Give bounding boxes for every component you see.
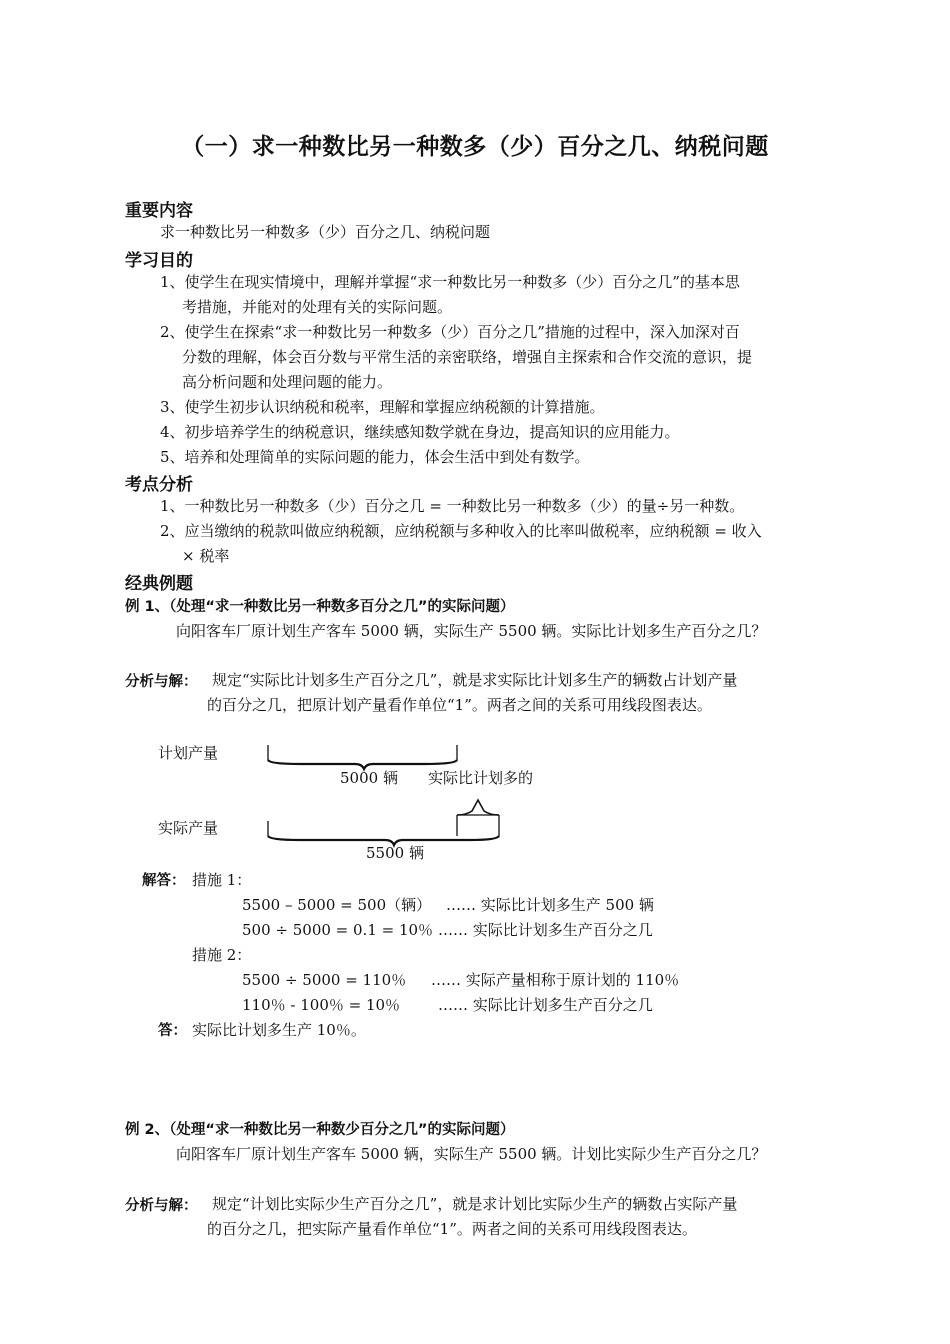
plan-label: 计划产量 — [158, 744, 219, 762]
example-2-title: 例 2、（处理“求一种数比另一种数少百分之几”的实际问题） — [125, 1122, 515, 1138]
example-1-analysis-text: 规定“实际比计划多生产百分之几”，就是求实际比计划多生产的辆数占计划产量 — [212, 671, 738, 689]
key-content-text: 求一种数比另一种数多（少）百分之几、纳税问题 — [160, 223, 491, 241]
final-answer-text: 实际比计划多生产 10％。 — [192, 1021, 366, 1039]
heading-exam-points: 考点分析 — [125, 475, 193, 495]
method-1-note: …… 实际比计划多生产百分之几 — [438, 921, 653, 939]
heading-examples: 经典例题 — [125, 574, 193, 594]
plan-bracket — [268, 745, 457, 769]
example-1-analysis-label: 分析与解： — [125, 674, 198, 690]
objective-item: 4、初步培养学生的纳税意识，继续感知数学就在身边，提高知识的应用能力。 — [160, 423, 680, 441]
example-1-problem: 向阳客车厂原计划生产客车 5000 辆，实际生产 5500 辆。实际比计划多生产百分之几？ — [176, 622, 767, 640]
example-2-analysis-text: 的百分之几，把实际产量看作单位“1”。两者之间的关系可用线段图表达。 — [207, 1220, 697, 1238]
actual-label: 实际产量 — [158, 819, 219, 837]
actual-value: 5500 辆 — [366, 844, 424, 862]
method-1-label: 措施 1： — [192, 871, 252, 889]
objective-item: 分数的理解，体会百分数与平常生活的亲密联络，增强自主探索和合作交流的意识，提 — [182, 348, 753, 366]
example-2-problem: 向阳客车厂原计划生产客车 5000 辆，实际生产 5500 辆。计划比实际少生产百分之几？ — [176, 1145, 767, 1163]
heading-objectives: 学习目的 — [125, 251, 193, 271]
method-1-step: 5500 – 5000 = 500（辆） — [242, 896, 432, 914]
objective-item: 5、培养和处理简单的实际问题的能力，体会生活中到处有数学。 — [160, 448, 590, 466]
answer-label: 解答： — [142, 873, 186, 889]
method-1-step: 500 ÷ 5000 = 0.1 = 10％ — [242, 921, 434, 939]
method-1-note: …… 实际比计划多生产 500 辆 — [446, 896, 654, 914]
plan-value: 5000 辆 — [340, 769, 398, 787]
example-2-analysis-label: 分析与解： — [125, 1198, 198, 1214]
example-1-title: 例 1、（处理“求一种数比另一种数多百分之几”的实际问题） — [125, 599, 515, 615]
objective-item: 考措施，并能对的处理有关的实际问题。 — [182, 298, 453, 316]
objective-item: 3、使学生初步认识纳税和税率，理解和掌握应纳税额的计算措施。 — [160, 398, 605, 416]
method-2-step: 5500 ÷ 5000 = 110％ — [242, 971, 407, 989]
exam-point-item: 2、应当缴纳的税款叫做应纳税额，应纳税额与多种收入的比率叫做税率，应纳税额 = 收入 — [160, 522, 762, 540]
actual-bracket — [268, 800, 499, 845]
method-2-label: 措施 2： — [192, 946, 252, 964]
final-answer-label: 答： — [158, 1023, 187, 1039]
method-2-step: 110％ - 100％ = 10％ — [242, 996, 401, 1014]
objective-item: 高分析问题和处理问题的能力。 — [182, 373, 393, 391]
heading-key-content: 重要内容 — [125, 201, 193, 221]
example-2-analysis-text: 规定“计划比实际少生产百分之几”，就是求计划比实际少生产的辆数占实际产量 — [212, 1195, 738, 1213]
extra-label: 实际比计划多的 — [428, 769, 534, 787]
example-1-analysis-text: 的百分之几，把原计划产量看作单位“1”。两者之间的关系可用线段图表达。 — [207, 696, 712, 714]
objective-item: 1、使学生在现实情境中，理解并掌握“求一种数比另一种数多（少）百分之几”的基本思 — [160, 273, 740, 291]
exam-point-item: × 税率 — [182, 547, 230, 565]
method-2-note: …… 实际比计划多生产百分之几 — [438, 996, 653, 1014]
method-2-note: …… 实际产量相称于原计划的 110％ — [431, 971, 680, 989]
exam-point-item: 1、一种数比另一种数多（少）百分之几 = 一种数比另一种数多（少）的量÷另一种数。 — [160, 497, 745, 515]
page-title: （一）求一种数比另一种数多（少）百分之几、纳税问题 — [181, 134, 769, 160]
objective-item: 2、使学生在探索“求一种数比另一种数多（少）百分之几”措施的过程中，深入加深对百 — [160, 323, 740, 341]
